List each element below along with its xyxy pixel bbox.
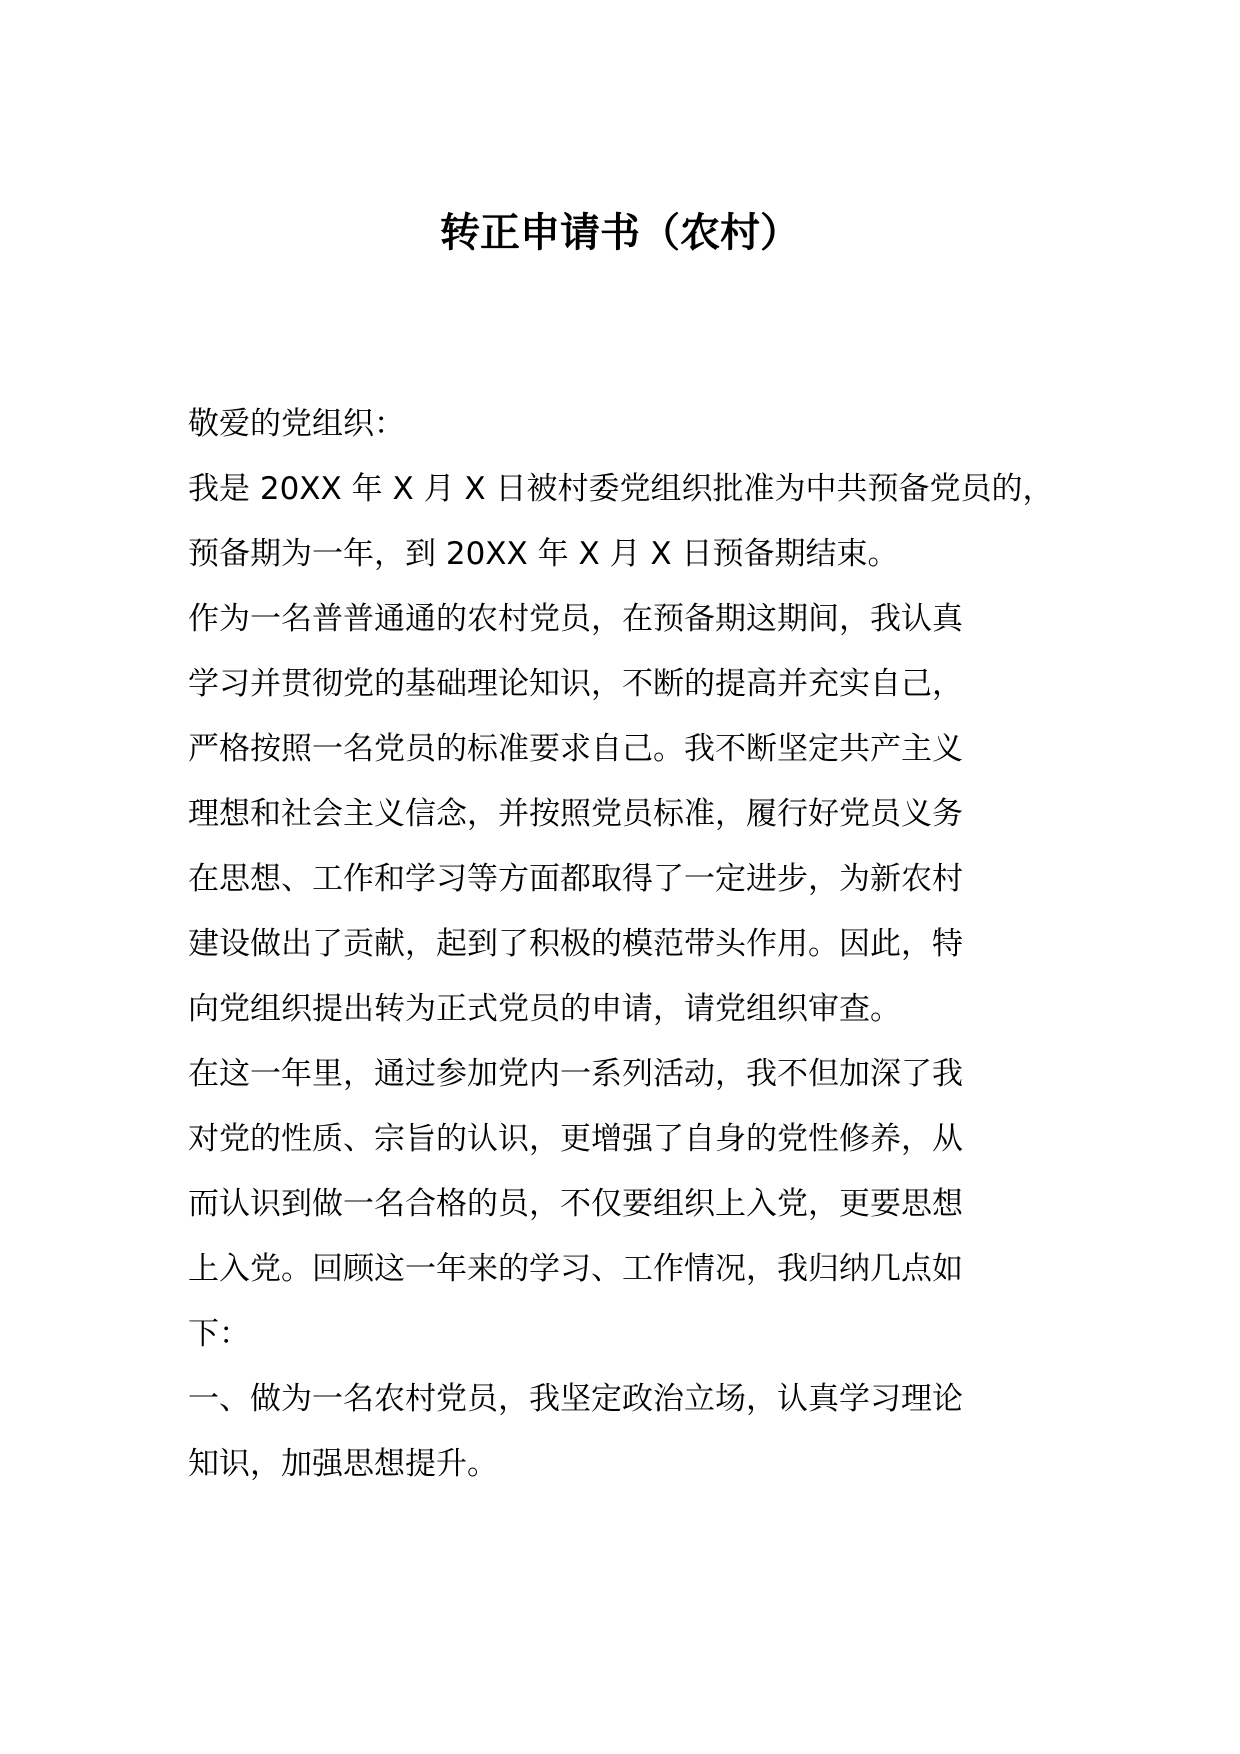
body-line: 下： (188, 1316, 250, 1352)
body-line: 我是 20XX 年 X 月 X 日被村委党组织批准为中共预备党员的， (188, 471, 1054, 507)
document-title: 转正申请书（农村） (440, 210, 800, 256)
document-body (188, 392, 1088, 1497)
body-line: 知识，加强思想提升。 (188, 1446, 498, 1482)
body-line: 敬爱的党组织： (188, 406, 405, 442)
body-line: 预备期为一年，到 20XX 年 X 月 X 日预备期结束。 (188, 536, 899, 572)
body-line: 作为一名普普通通的农村党员，在预备期这期间，我认真 (188, 601, 963, 637)
body-line: 上入党。回顾这一年来的学习、工作情况，我归纳几点如 (188, 1251, 963, 1287)
body-line: 严格按照一名党员的标准要求自己。我不断坚定共产主义 (188, 731, 963, 767)
body-line: 而认识到做一名合格的员，不仅要组织上入党，更要思想 (188, 1186, 963, 1222)
body-line: 学习并贯彻党的基础理论知识，不断的提高并充实自己， (188, 666, 963, 702)
body-line: 一、做为一名农村党员，我坚定政治立场，认真学习理论 (188, 1381, 963, 1417)
body-line: 在这一年里，通过参加党内一系列活动，我不但加深了我 (188, 1056, 963, 1092)
body-line: 理想和社会主义信念，并按照党员标准，履行好党员义务 (188, 796, 963, 832)
body-line: 向党组织提出转为正式党员的申请，请党组织审查。 (188, 991, 901, 1027)
body-line: 建设做出了贡献，起到了积极的模范带头作用。因此，特 (188, 926, 963, 962)
body-line: 对党的性质、宗旨的认识，更增强了自身的党性修养，从 (188, 1121, 963, 1157)
body-line: 在思想、工作和学习等方面都取得了一定进步，为新农村 (188, 861, 963, 897)
